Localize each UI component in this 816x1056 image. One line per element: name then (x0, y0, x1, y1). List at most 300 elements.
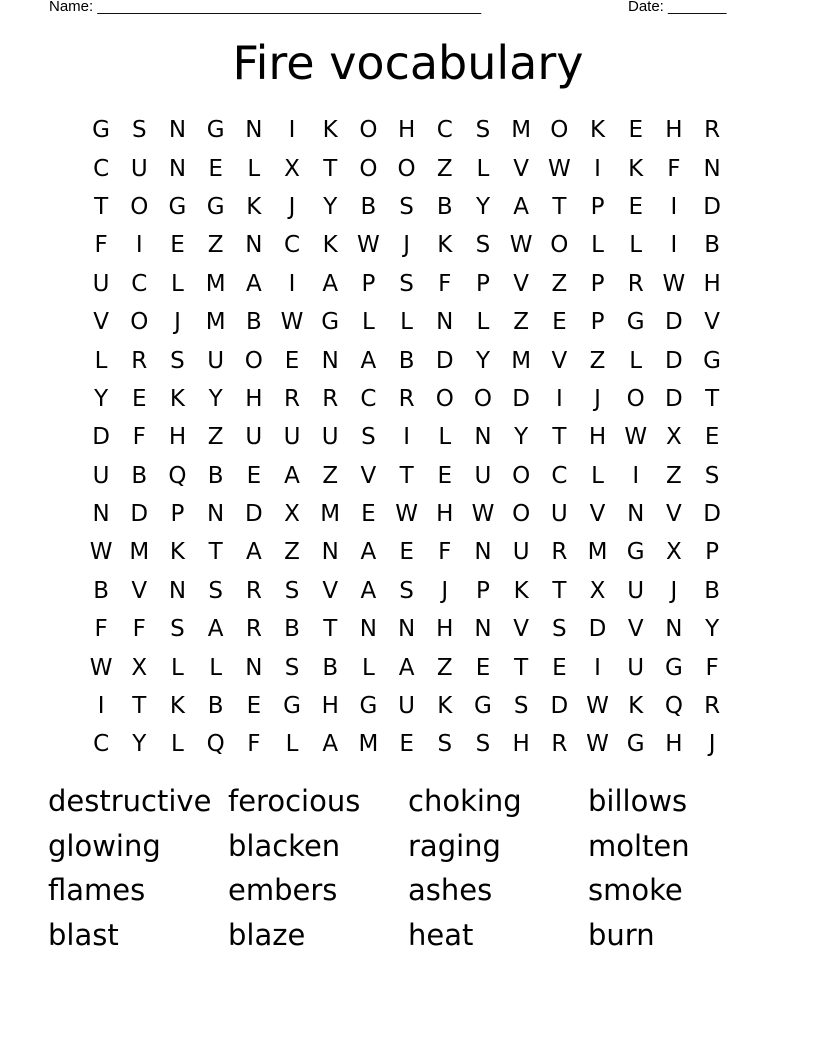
grid-letter: S (704, 462, 720, 489)
grid-letter: E (628, 117, 643, 144)
grid-letter: L (361, 309, 375, 336)
grid-letter: G (168, 193, 187, 220)
grid-letter: N (321, 347, 339, 374)
grid-letter: F (667, 155, 681, 182)
grid-letter: W (471, 501, 495, 528)
grid-letter: P (361, 270, 376, 297)
grid-letter: B (704, 577, 720, 604)
grid-letter: D (92, 424, 110, 451)
grid-letter: G (626, 731, 645, 758)
grid-letter: Q (206, 731, 225, 758)
word-list-item: blacken (228, 828, 341, 863)
grid-letter: U (92, 270, 110, 297)
grid-letter: H (321, 693, 339, 720)
grid-letter: F (94, 232, 108, 259)
grid-letter: B (360, 193, 377, 220)
grid-letter: P (476, 577, 490, 604)
grid-letter: G (626, 539, 645, 566)
grid-letter: M (205, 270, 226, 297)
grid-letter: T (552, 577, 567, 604)
grid-letter: U (627, 577, 645, 604)
grid-letter: V (360, 462, 377, 489)
grid-letter: I (670, 232, 678, 259)
grid-letter: L (247, 155, 261, 182)
grid-letter: N (474, 424, 492, 451)
grid-letter: R (398, 385, 415, 412)
grid-letter: B (704, 232, 720, 259)
grid-letter: U (627, 654, 645, 681)
grid-letter: P (476, 270, 490, 297)
grid-letter: Y (475, 193, 490, 220)
grid-letter: J (441, 577, 449, 604)
grid-letter: A (360, 347, 377, 374)
grid-letter: Y (705, 616, 720, 643)
grid-letter: K (437, 232, 453, 259)
grid-letter: K (246, 193, 262, 220)
date-line: Date: _______ (628, 0, 727, 15)
grid-letter: Z (284, 539, 300, 566)
grid-letter: A (360, 539, 377, 566)
grid-letter: L (209, 654, 223, 681)
grid-letter: O (435, 385, 454, 412)
grid-letter: E (552, 654, 567, 681)
word-list-item: choking (408, 784, 522, 818)
grid-letter: B (398, 347, 415, 374)
grid-letter: T (132, 693, 147, 720)
grid-letter: A (284, 462, 300, 489)
grid-letter: W (662, 270, 686, 297)
grid-letter: G (321, 309, 340, 336)
grid-letter: W (586, 693, 609, 720)
grid-row (82, 418, 731, 456)
word-list-item: raging (408, 828, 501, 863)
grid-letter: N (245, 232, 263, 259)
grid-row (82, 687, 731, 725)
grid-letter: E (246, 462, 262, 489)
grid-letter: L (476, 309, 490, 336)
grid-letter: H (512, 731, 530, 758)
grid-letter: I (632, 462, 640, 489)
grid-letter: P (590, 193, 605, 220)
grid-row (82, 533, 731, 571)
grid-letter: D (665, 385, 683, 412)
grid-row (82, 188, 731, 226)
word-list-item: smoke (588, 873, 683, 907)
grid-letter: P (705, 539, 720, 566)
grid-letter: A (322, 270, 339, 297)
grid-letter: A (207, 616, 224, 643)
grid-letter: N (397, 616, 416, 643)
grid-letter: B (131, 462, 148, 489)
grid-letter: O (130, 309, 149, 336)
grid-letter: E (170, 232, 185, 259)
grid-letter: T (94, 193, 109, 220)
grid-letter: M (320, 501, 341, 528)
grid-letter: G (474, 693, 492, 720)
letter-grid (82, 111, 731, 764)
grid-letter: J (708, 731, 716, 758)
grid-letter: X (589, 577, 606, 604)
grid-letter: Y (94, 385, 109, 412)
grid-letter: F (438, 539, 452, 566)
grid-letter: J (670, 577, 678, 604)
grid-letter: I (288, 117, 296, 144)
grid-letter: H (703, 270, 721, 297)
grid-letter: T (399, 462, 414, 489)
word-list-item: billows (588, 784, 688, 818)
grid-letter: U (207, 347, 225, 374)
grid-letter: T (705, 385, 720, 412)
grid-letter: A (360, 577, 377, 604)
grid-letter: W (280, 309, 304, 336)
grid-letter: L (361, 654, 375, 681)
grid-letter: Z (322, 462, 339, 489)
grid-letter: S (284, 577, 300, 604)
grid-letter: M (205, 309, 226, 336)
grid-letter: L (629, 347, 643, 374)
grid-row (82, 380, 731, 418)
grid-letter: A (322, 731, 339, 758)
grid-letter: T (552, 424, 567, 451)
grid-letter: D (665, 347, 683, 374)
grid-letter: G (92, 117, 110, 144)
grid-letter: M (358, 731, 379, 758)
grid-letter: B (207, 693, 224, 720)
grid-letter: X (284, 155, 300, 182)
worksheet-header (0, 0, 816, 18)
grid-letter: E (399, 539, 414, 566)
grid-letter: Y (475, 347, 490, 374)
grid-letter: S (399, 577, 414, 604)
grid-letter: R (704, 117, 721, 144)
grid-letter: K (322, 117, 338, 144)
grid-letter: Z (589, 347, 606, 374)
grid-letter: D (244, 501, 263, 528)
word-list-item: destructive (48, 784, 212, 818)
grid-letter: W (89, 539, 113, 566)
grid-letter: R (245, 616, 262, 643)
grid-letter: B (322, 654, 339, 681)
grid-letter: H (436, 501, 454, 528)
grid-letter: Y (132, 731, 147, 758)
grid-letter: U (550, 501, 568, 528)
grid-letter: X (666, 424, 682, 451)
grid-letter: C (93, 731, 110, 758)
grid-letter: P (590, 309, 605, 336)
grid-row (82, 111, 731, 149)
grid-letter: S (475, 117, 491, 144)
grid-letter: Q (664, 693, 683, 720)
grid-letter: V (589, 501, 606, 528)
grid-letter: X (131, 654, 148, 681)
grid-letter: A (398, 654, 415, 681)
grid-letter: X (284, 501, 300, 528)
grid-letter: V (513, 155, 530, 182)
name-line: Name: ______________________________________________ (49, 0, 482, 15)
grid-letter: G (206, 193, 225, 220)
grid-letter: F (94, 616, 108, 643)
grid-letter: Z (207, 232, 224, 259)
grid-letter: N (359, 616, 378, 643)
grid-letter: U (283, 424, 301, 451)
grid-letter: T (514, 654, 529, 681)
grid-letter: N (474, 539, 492, 566)
grid-letter: K (437, 693, 453, 720)
grid-letter: O (359, 117, 378, 144)
grid-row (82, 610, 731, 648)
grid-letter: H (245, 385, 263, 412)
grid-letter: C (360, 385, 377, 412)
grid-letter: D (550, 693, 569, 720)
grid-letter: L (591, 462, 604, 489)
grid-letter: J (288, 193, 296, 220)
grid-letter: O (473, 385, 493, 412)
grid-letter: V (322, 577, 339, 604)
word-list-item: glowing (48, 828, 161, 863)
grid-letter: S (475, 731, 491, 758)
grid-letter: H (665, 731, 683, 758)
grid-row (82, 725, 731, 763)
grid-letter: W (89, 654, 113, 681)
grid-letter: I (97, 693, 105, 720)
grid-row (82, 265, 731, 303)
grid-letter: N (474, 616, 492, 643)
grid-letter: W (547, 155, 571, 182)
grid-letter: R (245, 577, 262, 604)
grid-letter: F (705, 654, 719, 681)
grid-letter: K (169, 693, 186, 720)
grid-letter: K (169, 385, 186, 412)
grid-letter: S (284, 654, 300, 681)
grid-letter: M (511, 117, 532, 144)
grid-letter: T (552, 193, 567, 220)
grid-row (82, 149, 731, 187)
grid-letter: V (513, 270, 530, 297)
grid-letter: N (321, 539, 339, 566)
grid-letter: J (174, 309, 181, 336)
grid-letter: R (704, 693, 721, 720)
grid-letter: O (550, 117, 569, 144)
grid-letter: D (130, 501, 149, 528)
grid-letter: E (628, 193, 643, 220)
word-list-item: flames (48, 873, 146, 907)
grid-letter: C (551, 462, 568, 489)
grid-letter: R (284, 385, 301, 412)
grid-letter: T (323, 155, 338, 182)
grid-letter: N (168, 117, 187, 144)
grid-letter: N (245, 117, 263, 144)
grid-letter: O (130, 193, 149, 220)
grid-letter: L (171, 654, 184, 681)
grid-row (82, 303, 731, 341)
grid-letter: D (435, 347, 454, 374)
grid-letter: N (627, 501, 645, 528)
grid-letter: M (587, 539, 608, 566)
word-list-item: molten (588, 828, 690, 863)
word-list-item: ferocious (228, 784, 361, 818)
grid-letter: A (513, 193, 530, 220)
grid-row (82, 648, 731, 686)
grid-letter: I (135, 232, 143, 259)
grid-letter: T (208, 539, 223, 566)
word-list-item: burn (588, 917, 655, 952)
page-title: Fire vocabulary (232, 36, 584, 90)
word-list-item: blast (48, 917, 119, 952)
grid-letter: L (591, 232, 604, 259)
grid-letter: S (399, 193, 414, 220)
grid-letter: X (666, 539, 682, 566)
grid-letter: D (703, 193, 721, 220)
grid-letter: S (208, 577, 223, 604)
grid-letter: V (513, 616, 530, 643)
grid-letter: H (665, 117, 683, 144)
grid-letter: Z (551, 270, 568, 297)
grid-letter: F (247, 731, 261, 758)
word-list-item: heat (408, 917, 474, 952)
grid-letter: A (245, 539, 262, 566)
grid-letter: G (206, 117, 225, 144)
grid-letter: N (168, 577, 187, 604)
grid-letter: P (590, 270, 605, 297)
grid-letter: L (629, 232, 643, 259)
grid-letter: Z (436, 654, 453, 681)
grid-letter: W (509, 232, 533, 259)
grid-letter: R (322, 385, 339, 412)
grid-letter: J (594, 385, 601, 412)
grid-letter: S (552, 616, 567, 643)
grid-letter: V (131, 577, 148, 604)
grid-letter: N (703, 155, 721, 182)
grid-letter: R (627, 270, 644, 297)
grid-letter: E (475, 654, 491, 681)
grid-letter: V (627, 616, 644, 643)
grid-letter: T (323, 616, 338, 643)
grid-letter: W (357, 232, 380, 259)
grid-letter: C (131, 270, 148, 297)
grid-letter: R (551, 731, 568, 758)
grid-letter: O (359, 155, 378, 182)
grid-letter: O (244, 347, 263, 374)
grid-letter: K (513, 577, 529, 604)
grid-letter: V (704, 309, 720, 336)
grid-letter: S (131, 117, 147, 144)
grid-letter: F (132, 616, 146, 643)
grid-letter: R (551, 539, 568, 566)
grid-letter: C (93, 155, 110, 182)
grid-letter: B (436, 193, 453, 220)
grid-letter: I (555, 385, 563, 412)
grid-letter: O (512, 462, 531, 489)
grid-row (82, 341, 731, 379)
grid-letter: B (207, 462, 224, 489)
grid-letter: Z (666, 462, 682, 489)
grid-letter: K (589, 117, 606, 144)
grid-letter: B (245, 309, 262, 336)
grid-letter: D (512, 385, 531, 412)
grid-letter: O (397, 155, 416, 182)
grid-letter: M (129, 539, 150, 566)
grid-letter: S (170, 347, 185, 374)
grid-letter: E (284, 347, 300, 374)
grid-letter: V (666, 501, 682, 528)
grid-letter: S (513, 693, 529, 720)
grid-letter: W (395, 501, 418, 528)
grid-letter: E (552, 309, 567, 336)
grid-letter: G (703, 347, 721, 374)
grid-letter: K (628, 155, 644, 182)
grid-row (82, 495, 731, 533)
grid-row (82, 226, 731, 264)
grid-letter: N (436, 309, 454, 336)
grid-letter: E (437, 462, 453, 489)
grid-letter: K (628, 693, 644, 720)
grid-letter: H (168, 424, 187, 451)
grid-letter: I (288, 270, 296, 297)
grid-letter: L (476, 155, 490, 182)
grid-letter: S (361, 424, 376, 451)
grid-letter: E (399, 731, 414, 758)
grid-letter: L (400, 309, 413, 336)
grid-letter: H (436, 616, 454, 643)
grid-letter: C (436, 117, 453, 144)
grid-letter: U (92, 462, 110, 489)
grid-letter: N (245, 654, 263, 681)
word-list (48, 779, 768, 957)
grid-letter: V (93, 309, 109, 336)
grid-letter: F (132, 424, 146, 451)
grid-letter: P (170, 501, 185, 528)
grid-letter: U (474, 462, 492, 489)
grid-letter: N (207, 501, 225, 528)
grid-letter: U (130, 155, 148, 182)
grid-letter: C (284, 232, 301, 259)
grid-letter: I (594, 155, 601, 182)
grid-letter: O (512, 501, 531, 528)
grid-letter: F (438, 270, 452, 297)
grid-letter: W (624, 424, 648, 451)
grid-row (82, 572, 731, 610)
grid-letter: U (398, 693, 416, 720)
grid-letter: M (511, 347, 532, 374)
grid-letter: N (665, 616, 683, 643)
grid-letter: U (512, 539, 530, 566)
grid-letter: G (359, 693, 378, 720)
grid-letter: D (588, 616, 607, 643)
grid-letter: S (475, 232, 491, 259)
grid-letter: R (131, 347, 148, 374)
grid-letter: A (245, 270, 262, 297)
grid-letter: Z (513, 309, 530, 336)
grid-letter: Y (208, 385, 223, 412)
grid-letter: B (93, 577, 109, 604)
grid-row (82, 457, 731, 495)
grid-letter: I (403, 424, 410, 451)
grid-letter: L (285, 731, 299, 758)
grid-letter: I (594, 654, 601, 681)
grid-letter: W (586, 731, 609, 758)
grid-letter: G (283, 693, 301, 720)
grid-letter: E (132, 385, 147, 412)
word-list-item: embers (228, 873, 338, 907)
grid-letter: L (94, 347, 108, 374)
grid-letter: U (245, 424, 263, 451)
grid-letter: N (168, 155, 187, 182)
grid-letter: G (626, 309, 645, 336)
grid-letter: E (361, 501, 376, 528)
grid-letter: O (626, 385, 645, 412)
grid-letter: G (664, 654, 683, 681)
grid-letter: Y (514, 424, 529, 451)
